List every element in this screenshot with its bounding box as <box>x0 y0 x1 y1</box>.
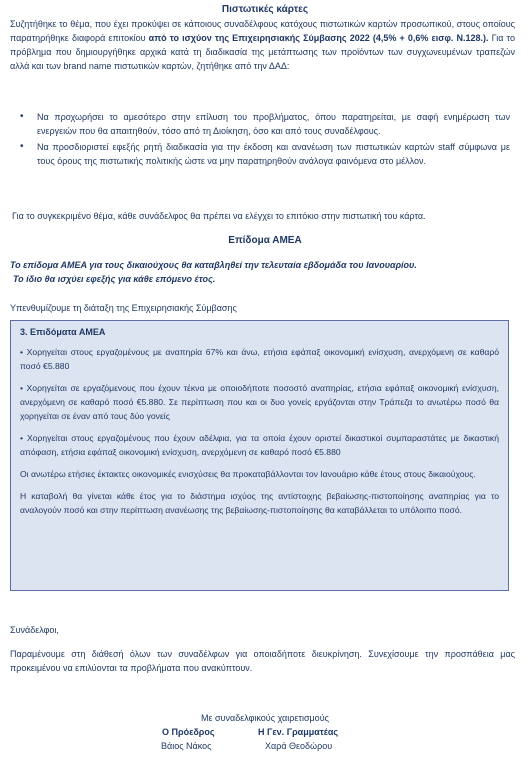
signature-role-secretary: Η Γεν. Γραμματέας <box>258 727 339 737</box>
cards-intro-paragraph <box>10 17 515 73</box>
signature-role-president: Ο Πρόεδρος <box>162 727 215 737</box>
closing-paragraph: Παραμένουμε στη διάθεσή όλων των συναδέλφων για οποιαδήποτε διευκρίνηση. Συνεχίσουμε την προσπάθεια μας προκειμένου να επιλύονται τα προβλήματα που ανακύπτουν. <box>10 649 515 673</box>
contract-excerpt-box <box>10 320 509 591</box>
bullet-icon: • <box>20 111 24 122</box>
signature-name-president: Βάιος Νάκος <box>161 741 212 751</box>
amea-future-line: Το ίδιο θα ισχύει εφεξής για κάθε επόμενο έτος. <box>13 274 216 284</box>
cards-intro-text-1: Συζητήθηκε το θέμα, που έχει προκύψει σε κάποιους συναδέλφους κατόχους πιστωτικών καρτών προσωπικού, στους οποίους παρατηρήθηκε διαφορά επιτοκίου <box>10 19 515 43</box>
list-item-text: Να προχωρήσει το αμεσότερο στην επίλυση του προβλήματος, όπου παρατηρείται, με σαφή ενημέρωση των ενεργειών που θα απαιτηθούν, τόσο από τη Διοίκηση, όσο και από τους συναδέλφους. <box>37 112 510 136</box>
contract-excerpt-title: 3. Επιδόματα ΑΜΕΑ <box>20 327 106 337</box>
list-item <box>20 110 510 138</box>
contract-paragraph: Η καταβολή θα γίνεται κάθε έτος για το διάστημα ισχύος της αντίστοιχης βεβαίωσης-πιστοποίησης αναπηρίας για το αναλογούν ποσό και στην περίπτωση ανανέωσης της βεβαίωσης-πιστοποίησης θα καταβάλλεται το υπόλοιπο ποσό. <box>20 491 499 515</box>
signature-greeting: Με συναδελφικούς χαιρετισμούς <box>201 713 329 723</box>
bullet-icon: • <box>20 141 24 152</box>
closing-salutation: Συνάδελφοι, <box>10 625 59 635</box>
contract-paragraph: • Χορηγείται σε εργαζόμενους που έχουν τέκνα με οποιοδήποτε ποσοστό αναπηρίας, ετήσια εφάπαξ οικονομική ενίσχυση, ανερχόμενη σε καθαρό ποσό €5.880. Σε περίπτωση που και οι δυο γονείς εργάζονται στην Τράπεζα το ανωτέρω ποσό θα χορηγείται σε έναν από τους δύο γονείς <box>20 383 499 421</box>
contract-paragraph: • Χορηγείται στους εργαζομένους που έχουν αδέλφια, για τα οποία έχουν οριστεί δικαστικοί συμπαραστάτες με δικαστική απόφαση, ετήσια εφάπαξ οικονομική ενίσχυση, ανερχόμενη σε καθαρό ποσό €5.880 <box>20 433 499 457</box>
list-item-text: Να προσδιοριστεί εφεξής ρητή διαδικασία για την έκδοση και ανανέωση των πιστωτικών καρτών staff σύμφωνα με τους όρους της πιστωτικής πολιτικής ώστε να μην παρατηρηθούν ανάλογα φαινόμενα στο μέλλον. <box>37 142 510 166</box>
amea-payment-line: Το επίδομα ΑΜΕΑ για τους δικαιούχους θα καταβληθεί την τελευταία εβδομάδα του Ιανουαρίου. <box>10 260 417 270</box>
cards-section-title: Πιστωτικές κάρτες <box>221 4 309 15</box>
contract-paragraph: • Χορηγείται στους εργαζομένους με αναπηρία 67% και άνω, ετήσια εφάπαξ οικονομική ενίσχυση, ανερχόμενη σε καθαρό ποσό €5.880 <box>20 347 499 371</box>
amea-reminder: Υπενθυμίζουμε τη διάταξη της Επιχειρησιακής Σύμβασης <box>10 303 237 313</box>
cards-intro-bold: από το ισχύον της Επιχειρησιακής Σύμβασης 2022 (4,5% + 0,6% εισφ. Ν.128.). <box>148 33 489 43</box>
contract-paragraph: Οι ανωτέρω ετήσιες έκτακτες οικονομικές ενισχύσεις θα προκαταβάλλονται τον Ιανουάριο κάθε έτους στους δικαιούχους. <box>20 469 476 479</box>
cards-intro-text-2: Για το πρόβλημα που δημιουργήθηκε αρχικά κατά τη διαδικασία της μετάπτωσης των προϊόντων των συγχωνευμένων τραπεζών αλλά και των brand name πιστωτικών καρτών, ζητήθηκε από την ΔΑΔ: <box>10 33 515 71</box>
cards-closing-note: Για το συγκεκριμένο θέμα, κάθε συνάδελφος θα πρέπει να ελέγχει το επιτόκιο στην πιστωτική του κάρτα. <box>12 211 426 221</box>
cards-request-list <box>20 110 510 170</box>
signature-name-secretary: Χαρά Θεοδώρου <box>265 741 333 751</box>
list-item <box>20 140 510 168</box>
amea-section-title: Επίδομα ΑΜΕΑ <box>228 235 302 246</box>
